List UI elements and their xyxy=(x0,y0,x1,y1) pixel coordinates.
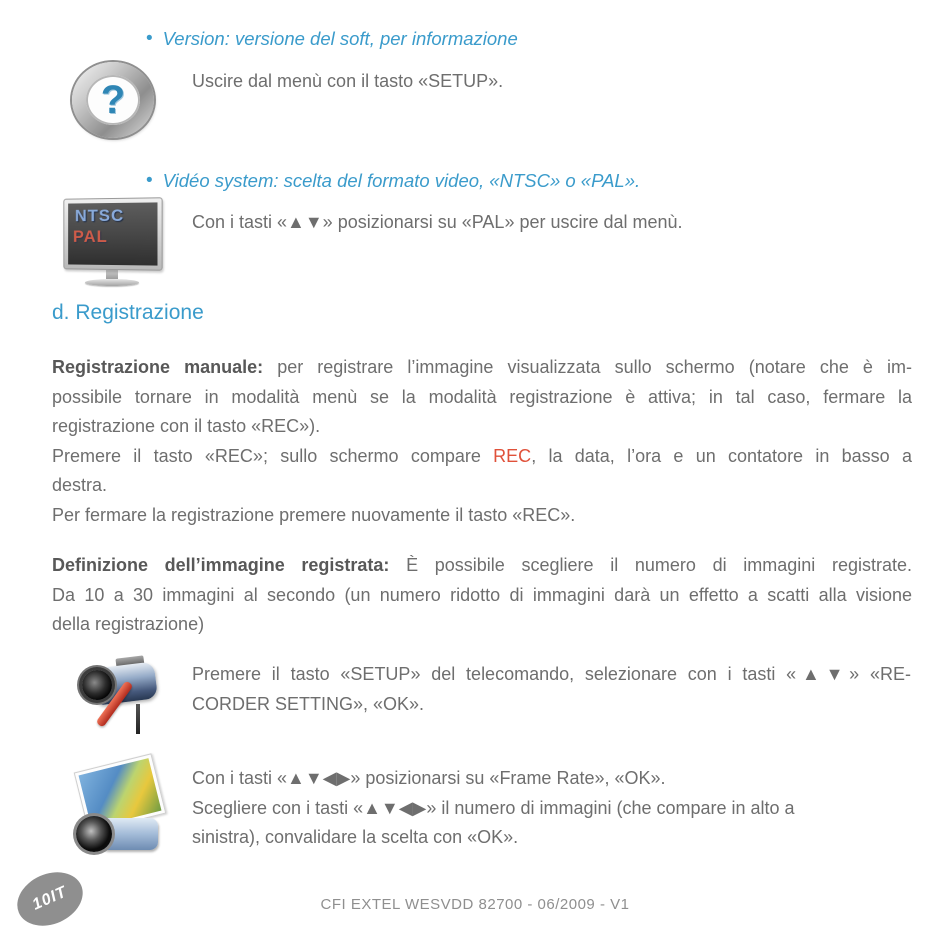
paragraph-line: possibile tornare in modalità menù se la modalità registrazione è attiva; in tal caso, fermare la xyxy=(52,386,912,407)
question-mark-glyph: ? xyxy=(100,77,126,122)
bullet-item-version xyxy=(146,27,846,51)
monitor-frame xyxy=(63,197,162,270)
paragraph-line: registrazione con il tasto «REC»). xyxy=(52,416,321,436)
rec-indicator-text: REC xyxy=(493,445,532,466)
paragraph-line xyxy=(52,551,912,581)
frame-definition-lead: Definizione dell’immagine registrata: xyxy=(52,555,390,575)
question-mark-icon-face xyxy=(86,75,140,125)
question-mark-icon-ring xyxy=(72,62,154,138)
paragraph-text: Premere il tasto «REC»; sullo schermo compare xyxy=(52,445,494,466)
video-system-note-label: Vidéo system: scelta del formato video, «NTSC» o «PAL». xyxy=(162,170,641,191)
footer-doc-ref: CFI EXTEL WESVDD 82700 - 06/2009 - V1 xyxy=(320,896,630,913)
paragraph-line: Scegliere con i tasti «▲▼◀▶» il numero di immagini (che compare in alto a xyxy=(192,797,795,818)
camcorder-red-pen-icon xyxy=(76,648,164,740)
ntsc-pal-monitor-icon xyxy=(62,198,162,286)
paragraph-line: CORDER SETTING», «OK». xyxy=(192,693,425,714)
version-note-label: Version: versione del soft, per informazione xyxy=(162,28,518,49)
camcorder-lens xyxy=(82,670,112,700)
paragraph-line xyxy=(52,442,912,472)
frame-definition-paragraph xyxy=(52,551,912,640)
bullet-dot: • xyxy=(146,28,153,49)
paragraph-text: È possibile scegliere il numero di immagini registrate. xyxy=(389,555,912,575)
section-heading-registrazione: d. Registrazione xyxy=(52,301,204,324)
camcorder-photo-icon xyxy=(70,760,166,862)
monitor-stand-neck xyxy=(106,270,118,279)
paragraph-line: della registrazione) xyxy=(52,614,205,634)
paragraph-line: Da 10 a 30 immagini al secondo (un numero ridotto di immagini darà un effetto a scatti alla visione xyxy=(52,584,912,605)
camcorder-lens xyxy=(76,816,112,852)
page-number-text: 10IT xyxy=(29,883,70,914)
recorder-setting-step xyxy=(192,660,911,719)
frame-rate-step xyxy=(192,764,911,853)
monitor-screen xyxy=(68,202,157,265)
paragraph-line: Premere il tasto «SETUP» del telecomando, selezionare con i tasti «▲▼» «RE- xyxy=(192,664,911,684)
manual-recording-paragraph xyxy=(52,353,912,530)
paragraph-line: Per fermare la registrazione premere nuovamente il tasto «REC». xyxy=(52,504,576,525)
paragraph-text: per registrare l’immagine visualizzata sullo schermo (notare che è im- xyxy=(263,357,912,377)
monitor-ntsc-text: NTSC xyxy=(74,205,125,226)
monitor-pal-text: PAL xyxy=(72,227,108,246)
monitor-stand-base xyxy=(85,279,139,286)
paragraph-line: sinistra), convalidare la scelta con «OK». xyxy=(192,827,519,847)
pal-instruction: Con i tasti «▲▼» posizionarsi su «PAL» per uscire dal menù. xyxy=(192,212,683,232)
paragraph-text: , la data, l’ora e un contatore in basso a xyxy=(531,445,912,466)
bullet-item-video-system xyxy=(146,169,906,193)
setup-exit-instruction: Uscire dal menù con il tasto «SETUP». xyxy=(192,71,504,91)
camcorder-tripod-leg xyxy=(136,704,140,734)
paragraph-line: Con i tasti «▲▼◀▶» posizionarsi su «Frame Rate», «OK». xyxy=(192,768,666,788)
bullet-dot: • xyxy=(146,170,153,191)
paragraph-line xyxy=(52,353,912,383)
manual-recording-lead: Registrazione manuale: xyxy=(52,357,264,377)
paragraph-line: destra. xyxy=(52,475,108,495)
question-mark-icon xyxy=(72,62,154,138)
